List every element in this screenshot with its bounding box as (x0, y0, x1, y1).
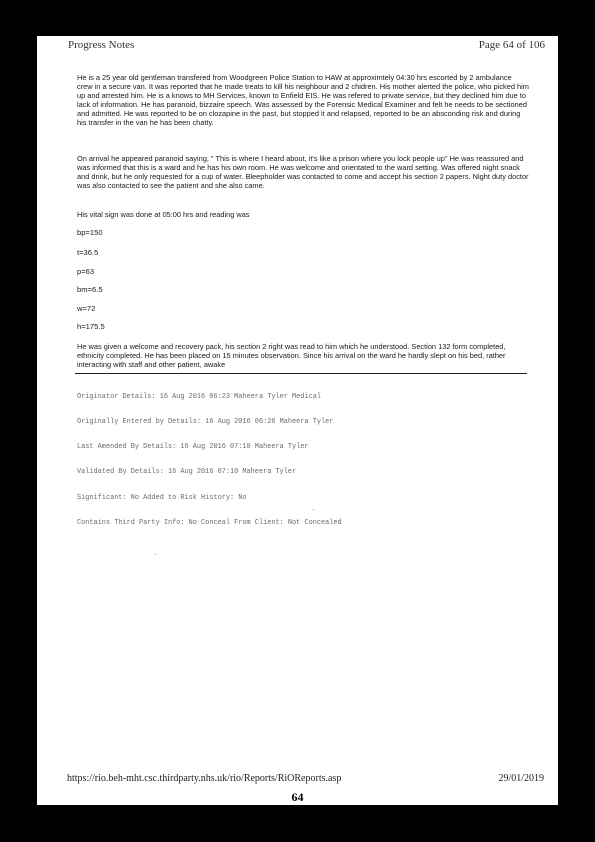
vital-bm: bm=6.5 (77, 285, 103, 294)
vital-height: h=175.5 (77, 322, 105, 331)
scan-speck (313, 509, 314, 510)
vital-bp: bp=150 (77, 228, 103, 237)
page-indicator: Page 64 of 106 (478, 39, 545, 51)
vital-weight: w=72 (77, 304, 96, 313)
vitals-intro: His vital sign was done at 05:00 hrs and reading was (77, 210, 250, 219)
note-paragraph-2: On arrival he appeared paranoid saying, " This is where I heard about, it's like a prison where you lock people up" He was reassured and was informed that this is a ward and he has his own room. He was welcome and orientated to the ward setting. Was offered night snack and drink, but he only requested for a cup of water. Bleepholder was contacted to come and accept his section 2 papers. Night duty doctor was also contacted to see the patient and she also came. (77, 154, 529, 191)
validated-details: Validated By Details: 16 Aug 2016 07:10 Maheera Tyler (77, 468, 297, 477)
note-metadata (77, 376, 342, 544)
originator-details: Originator Details: 16 Aug 2016 06:23 Maheera Tyler Medical (77, 392, 321, 401)
vital-temperature: t=36.5 (77, 248, 99, 257)
significance-details: Significant: No Added to Risk History: No (77, 493, 247, 502)
footer-date: 29/01/2019 (498, 773, 544, 784)
document-title: Progress Notes (68, 39, 135, 51)
note-paragraph-3: He was given a welcome and recovery pack, his section 2 right was read to him which he understood. Section 132 form completed, ethnicity completed. He has been placed on 15 minutes observation. Since his arrival on the ward he hardly slept on his bed, rather interacting with staff and other patient, awake (77, 342, 506, 370)
footer-url: https://rio.beh-mht.csc.thirdparty.nhs.uk/rio/Reports/RiOReports.asp (67, 773, 342, 784)
note-paragraph-1: He is a 25 year old gentleman transfered from Woodgreen Police Station to HAW at approximtely 04:30 hrs escorted by 2 ambulance crew in a secure van. It was reported that he made treats to kill his neighbour and 2 chidren. His mother alerted the police, who picked him up and arrested him. He is a knows to MH Services, known to Enfield EIS. He was refered to private service, but they declined him due to lack of information. He has paranoid, bizzaire speech. Was assessed by the Forensic Medical Examiner and felt he needs to be sectioned and admitted. He was reported to be on clozapine in the past, but stopped it and relapsed, reported to be an absconding risk and during his transfer in the van he has been chatty. (77, 73, 529, 128)
page-number: 64 (291, 790, 304, 804)
third-party-details: Contains Third Party Info: No Conceal From Client: Not Concealed (77, 518, 342, 527)
document-page (37, 36, 558, 805)
amended-details: Last Amended By Details: 16 Aug 2016 07:10 Maheera Tyler (77, 443, 309, 452)
scan-speck (155, 554, 156, 555)
vital-pulse: p=63 (77, 267, 95, 276)
section-divider (75, 373, 527, 374)
entered-details: Originally Entered by Details: 16 Aug 2016 06:26 Maheera Tyler (77, 418, 334, 427)
